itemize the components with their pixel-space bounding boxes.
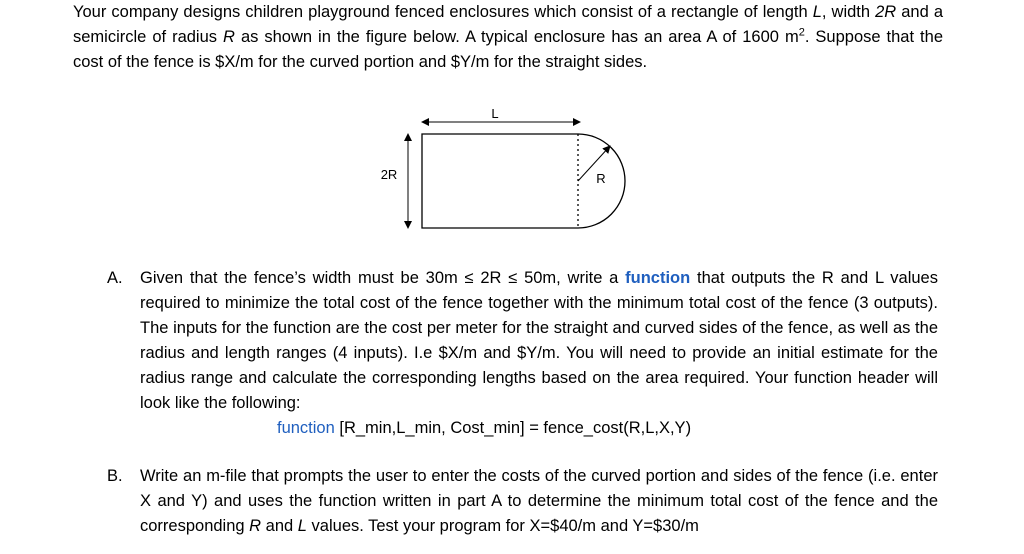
part-a-body — [140, 266, 938, 441]
part-a-text: that outputs the R and L values required to minimize the total cost of the fence together with the minimum total cost of the fence (3 outputs). The inputs for the function are the cost per meter for the straight and curved sides of the fence, as well as the radius and length ranges (4 inputs). I.e $X/m and $Y/m. You will need to provide an initial estimate for the radius range and calculate the corresponding lengths based on the area required. Your function header will look like the following: — [140, 269, 938, 412]
var-L: L — [812, 3, 822, 21]
var-R: R — [223, 28, 235, 46]
part-b — [107, 464, 947, 554]
label-L: L — [491, 108, 499, 121]
intro-text: . Suppose that the cost of the fence is $X/m for the curved portion and $Y/m for the straight sides. — [73, 28, 943, 71]
var-2R: 2R — [875, 3, 897, 21]
var-L: L — [297, 517, 307, 535]
label-R: R — [596, 171, 606, 186]
intro-text: as shown in the figure below. A typical enclosure has an area A of 1600 m — [234, 28, 799, 46]
enclosure-outline — [422, 134, 625, 228]
function-header-signature: [R_min,L_min, Cost_min] = fence_cost(R,L,X,Y) — [334, 419, 692, 437]
intro-text: Your company designs children playground fenced enclosures which consist of a rectangle of length — [73, 3, 813, 21]
part-b-text: values. Test your program for X=$40/m and Y=$30/m — [306, 517, 699, 535]
intro-text: , width — [821, 3, 876, 21]
part-b-text: Write an m-file that prompts the user to enter the costs of the curved portion and sides of the fence (i.e. enter X and Y) and uses the function written in part A to determine the minimum total cost of the fence and the corresponding — [140, 467, 938, 535]
part-a-letter: A. — [107, 269, 123, 287]
part-a-text: Given that the fence’s width must be 30m ≤ 2R ≤ 50m, write a — [140, 269, 626, 287]
function-header-keyword: function — [277, 419, 335, 437]
function-header — [140, 416, 938, 441]
enclosure-figure — [370, 108, 640, 233]
part-b-body — [140, 464, 938, 539]
enclosure-diagram — [370, 108, 640, 233]
label-2R: 2R — [380, 167, 398, 182]
var-R: R — [249, 517, 262, 535]
part-b-text: and — [261, 517, 298, 535]
problem-intro — [73, 0, 943, 75]
intro-text: and a semicircle of radius — [73, 3, 944, 46]
function-keyword: function — [625, 269, 691, 287]
part-a — [107, 266, 947, 436]
part-b-letter: B. — [107, 467, 123, 485]
superscript: 2 — [798, 26, 805, 39]
